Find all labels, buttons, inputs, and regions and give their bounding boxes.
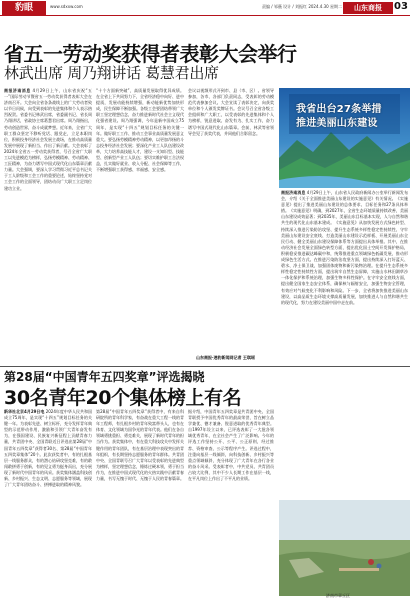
lead-headline: 省五一劳动奖获得者表彰大会举行: [4, 42, 297, 66]
photo-caption: 济南市章丘区: [326, 593, 350, 598]
second-body-3: 据介绍，中国青年五四奖章是共青团中央、全国青联授予中国优秀青年的最高荣誉，旨在树立品学兼优、德才兼备、锐意进取的优秀青年典型。自1997年设立以来，已评选表彰了一大批各领域优秀青年，在全社会产生了广泛影响。今年的评选工作坚持公开、公平、公正原则，经过推荐、资格审查、公示等程序产生。评选过程中，注重向基层一线倾斜，向科技创新、乡村振兴等重点领域倾斜，充分体现了广大青年在各行各业的奋斗风采。受表彰者中，中共党员、共青团员占较大比例，其中不少人长期工作在基层一线，在平凡岗位上作出了不平凡的业绩。: [188, 409, 274, 482]
news-photo: [279, 500, 410, 596]
banner-title-line-2: 推进美丽山东建设: [296, 118, 378, 129]
lead-byline: 商报济南消息: [4, 88, 31, 93]
lead-body-1: 4月29日上午，山东省庆祝“五一”国际劳动节暨省五一劳动奖获得者表彰大会在济南召开。大会向全省各条战线上的广大劳动者致以节日问候，向受到表彰的先进集体和个人表示热烈祝贺。省委书记林武出席，省委副书记、省长周乃翔讲话，省政协主席葛慧君出席。周乃翔指出，劳动创造世界，奋斗成就梦想。近年来，全省广大职工群众坚定不移听党话、跟党走，立足本职岗位，积极投身经济社会发展主战场，在推动高质量发展中展现了新担当、作出了新贡献。大会表彰了2024年全省五一劳动奖获得者，号召全省广大职工以先进模范为榜样，弘扬劳模精神、劳动精神、工匠精神，为奋力谱写中国式现代化山东篇章贡献力量。大会强调，要深入学习贯彻习近平总书记关于工人阶级和工会工作的重要论述，始终坚持党对工会工作的全面领导，团结动员广大职工立足岗位建功立业。: [4, 88, 92, 191]
side-byline: 商报济南消息: [281, 190, 306, 195]
second-kicker: 第28届“中国青年五四奖章”评选揭晓: [4, 370, 205, 384]
header-divider: [0, 15, 410, 16]
second-headline: 30名青年20个集体榜上有名: [4, 387, 242, 409]
second-column-3: [188, 409, 274, 597]
page-number: 03: [394, 1, 408, 12]
second-column-2: [96, 409, 184, 597]
lead-column-1: [4, 88, 92, 364]
side-story-banner: [279, 88, 410, 188]
side-body-text: 4月29日上午，山东省人民政府新闻办公室举行新闻发布会，介绍《关于全面推进美丽山东建设的实施意见》有关情况。《实施意见》提出了推进美丽山东建设的总体要求、目标任务和27条具体举措。《实施意见》明确，到2027年，全省生态环境质量持续改善，美丽山东建设成效显著；到2035年，美丽山东目标基本实现，人与自然和谐共生的现代化山东基本建成。《实施意见》从加快发展方式绿色转型、持续深入推进污染防治攻坚、提升生态系统多样性稳定性持续性、守牢美丽山东建设安全底线、打造美丽山东建设示范样板、开展美丽山东全民行动、健全美丽山东建设保障体系等方面提出具体举措。其中，在推动经济社会发展全面绿色转型方面，提出优化国土空间开发保护格局，积极稳妥推进碳达峰碳中和，统筹推进重点领域绿色低碳发展，推动形成绿色生活方式。在推进污染防治攻坚方面，提出持续深入打好蓝天、碧水、净土保卫战，加强固体废物和新污染物治理。在提升生态系统多样性稳定性持续性方面，提出筑牢自然生态屏障，实施山水林田湖草沙一体化保护和系统治理，加强生物多样性保护。在守牢安全底线方面，提出健全国家生态安全体系，确保核与辐射安全，加强生物安全管理，有效应对气候变化不利影响和风险。下一步，全省将加快推进美丽山东建设，以高品质生态环境支撑高质量发展，加快推进人与自然和谐共生的现代化，努力在建设美丽中国中走在前。: [281, 190, 408, 305]
newspaper-brand: 山东商报: [343, 2, 393, 14]
lead-subheadline: 林武出席 周乃翔讲话 葛慧君出席: [4, 64, 219, 82]
section-logo: 豹眼: [2, 1, 46, 15]
lead-credit: 山东商报·速豹新闻网记者 王琪瑶: [196, 355, 255, 360]
masthead: [0, 0, 410, 16]
section-divider: [0, 366, 410, 367]
edition-meta: 责编 / 邹薇 设计 / 刘振红 2024.4.30 星期二: [262, 4, 342, 9]
lead-column-3: [188, 88, 274, 364]
second-body-1: 2024年度中华人民共和国成立75周年，是实现“十四五”规划目标任务的关键一年。为表彰先进、树立标杆，充分发挥青年典型的示范带动作用，激励和引领广大青年奋发有为，在强国建设、民族复兴新征程上贡献青春力量，共青团中央、全国青联近日评选出第28届“中国青年五四奖章”获得者30名、第28届“中国青年五四奖章集体”20个。此次获奖者中，有的扎根基层一线服务群众，有的潜心钻研攻坚克难，有的敢闯敢拼勇于创新，有的见义勇为挺身而出，充分展现了新时代中国青年的风采。获奖集体涵盖科技创新、乡村振兴、生态文明、志愿服务等领域，展现了广大青年团结奋斗、拼搏进取的精神风貌。: [4, 409, 92, 488]
banner-title-line-1: 我省出台27条举措: [296, 104, 382, 115]
second-body-2: 第28届“中国青年五四奖章”获得者中，有来自科研院所的青年科学家，有奋战在重大工程一线的青年工程师，有扎根乡村的青年致富带头人，也有在体育、文化领域为国争光的青年代表。他们在各自领域勇挑重担、勇克难关，展现了新时代青年的担当作为。获奖集体中，有在重大科技攻关中发挥关键作用的青年团队，有在基层治理中表现突出的青年组织，有长期坚持志愿服务的青年群体。共青团中央、全国青联号召广大青年以受表彰的先进典型为榜样，坚定理想信念，锤炼过硬本领，勇于担当作为，在推进中国式现代化的火热实践中贡献青春力量，书写无愧于时代、无愧于人民的青春篇章。: [96, 409, 184, 482]
lead-body-2: “十个方面新突破”，高质量发展取得优异成绩。在全省上下共同努力下，全省经济稳中向好、进中提质，发展动能持续增强，新动能新优势加快形成，民生保障不断加强。各级工会要团结带领广大职工坚定理想信念，奋力推进新时代社会主义现代化强省建设。周乃翔强调，今年是新中国成立75周年，是实现“十四五”规划目标任务的关键一年。做好职工工作、推动工会事业高质量发展意义重大。要弘扬劳模精神劳动精神，以更加昂扬的斗志投身经济社会发展；要深化产业工人队伍建设改革，大力培养高技能人才，建设一支知识型、技能型、创新型产业工人队伍；要切实维护职工合法权益，扎实做好就业、收入分配、社会保障等工作，不断增强职工获得感、幸福感、安全感。: [96, 88, 184, 173]
second-column-1: [4, 409, 92, 597]
side-story-body: [281, 190, 408, 494]
lead-column-2: [96, 88, 184, 364]
second-byline: 新华社北京4月29日电: [4, 409, 45, 414]
site-url: www.sdxxw.com: [50, 4, 83, 9]
lead-body-3: 会议以视频形式开到市、县（市、区）。省领导参加，各市、各部门负责同志，受表彰的劳动模范代表参加会议。大会宣读了表彰决定，向获奖单位和个人颁发奖牌证书。会议号召全省各级工会组织和广大职工，以受表彰的先进集体和个人为榜样，锐意进取、奋发有为、扎实工作，奋力谱写中国式现代化山东篇章。会前，林武等省领导会见了获奖代表，并同他们合影留念。: [188, 88, 274, 136]
photo-illustration: [279, 500, 410, 596]
